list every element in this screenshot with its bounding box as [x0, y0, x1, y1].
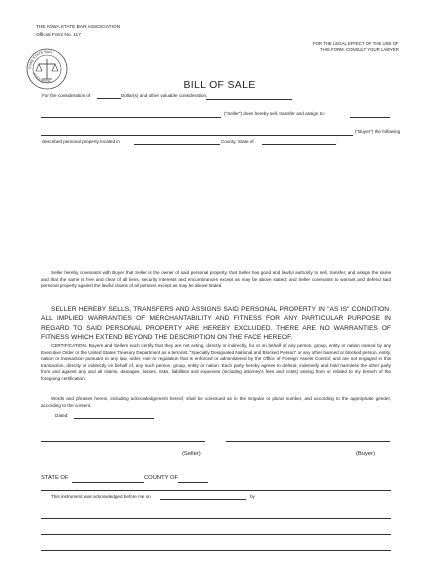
ack-divider [41, 490, 391, 491]
seller-name-field[interactable] [41, 117, 221, 118]
ack-line-3[interactable] [41, 550, 391, 551]
seller-signature-line[interactable] [41, 441, 205, 442]
document-title: BILL OF SALE [183, 79, 256, 91]
state-of-label: STATE OF [41, 475, 69, 481]
ack-line-2[interactable] [41, 534, 391, 535]
covenant-paragraph: Seller hereby covenants with Buyer that Seller is the owner of said personal property, that Seller has good and lawful authority to sell, transfer, and assign the same and that the same is free and clear of all liens, security interests and encumbrances except as may be above stated; and Seller covenants to warrant and defend said personal property against the lawful claims of all persons except as may be above stated. [41, 270, 391, 289]
certification-paragraph: CERTIFICATION. Buyers and Sellers each certify that they are not acting, directly or indirectly, for or on behalf of any person, group, entity or nation named by any Executive Order or the United States Treasury Department as a terrorist, "Specially Designated National and Blocked Person" or any other banned or blocked person, entity, nation or transaction pursuant to any law, order, rule or regulation that is enforced or administered by the Office of Foreign Assets Control; and are not engaged in this transaction, directly or indirectly on behalf of, any such person, group, entity or nation. Each party hereby agrees to defend, indemnify and hold harmless the other party from and against any and all claims, damages, losses, risks, liabilities and expenses (including attorney's fees and costs) arising from or related to my breach of the foregoing certification. [41, 343, 391, 381]
colon: : [337, 139, 339, 144]
words-paragraph: Words and phrases herein, including acknowledgement hereof, shall be construed as in the singular or plural number, and according to the appropriate gender, according to the content. [41, 396, 391, 408]
ack-state-field[interactable] [72, 482, 144, 483]
dated-label: Dated: [55, 413, 69, 418]
dollars-label: Dollar(s) and other valuable consideration, [121, 93, 208, 98]
association-name: THE IOWA STATE BAR ASSOCIATION [36, 25, 121, 30]
seller-label: ("Seller") does hereby sell, transfer and assign to: [224, 111, 325, 116]
county-of-label: COUNTY OF [144, 475, 179, 481]
dollar-amount-field[interactable] [97, 98, 121, 99]
county-field[interactable] [134, 144, 220, 145]
date-field[interactable] [74, 418, 154, 419]
form-number: Official Form No. 117 [36, 33, 81, 38]
as-is-paragraph: SELLER HEREBY SELLS, TRANSFERS AND ASSIGNS SAID PERSONAL PROPERTY IN "AS IS" CONDITION. ALL IMPLIED WARRANTIES OF MERCHANTABILITY AND FITNESS FOR ANY PARTICULAR PURPOSE IN REGARD TO SAID PERSONAL PROPERTY ARE HEREBY EXCLUDED. THERE ARE NO WARRANTIES OF FITNESS WHICH EXTEND BEYOND THE DESCRIPTION ON THE FACE HEREOF. [41, 306, 391, 342]
instrument-acknowledged-text: This instrument was acknowledged before me on [51, 494, 151, 499]
consideration-field[interactable] [206, 99, 292, 100]
legal-notice-line2: THIS FORM, CONSULT YOUR LAWYER [320, 47, 399, 52]
by-label: by [250, 494, 255, 499]
buyer-signature-label: (Buyer) [356, 451, 376, 457]
legal-notice-line1: FOR THE LEGAL EFFECT OF THE USE OF [313, 41, 399, 46]
buyer-signature-line[interactable] [226, 441, 390, 442]
svg-text:ASSOCIATION: ASSOCIATION [32, 71, 51, 84]
state-field[interactable] [262, 144, 336, 145]
ack-line-1[interactable] [41, 518, 391, 519]
seller-signature-label: (Seller) [182, 451, 201, 457]
consideration-prefix: For the consideration of [42, 93, 91, 98]
property-location-prefix: described personal property located in [42, 139, 120, 144]
buyer-name-field[interactable] [41, 135, 353, 136]
assignee-field-start[interactable] [350, 117, 390, 118]
ack-county-field[interactable] [178, 482, 208, 483]
ack-date-field[interactable] [160, 499, 246, 500]
buyer-label: ("Buyer") the following [355, 129, 401, 134]
svg-text:IOWA STATE BAR: IOWA STATE BAR [27, 49, 53, 70]
county-state-label: County, State of [221, 139, 254, 144]
